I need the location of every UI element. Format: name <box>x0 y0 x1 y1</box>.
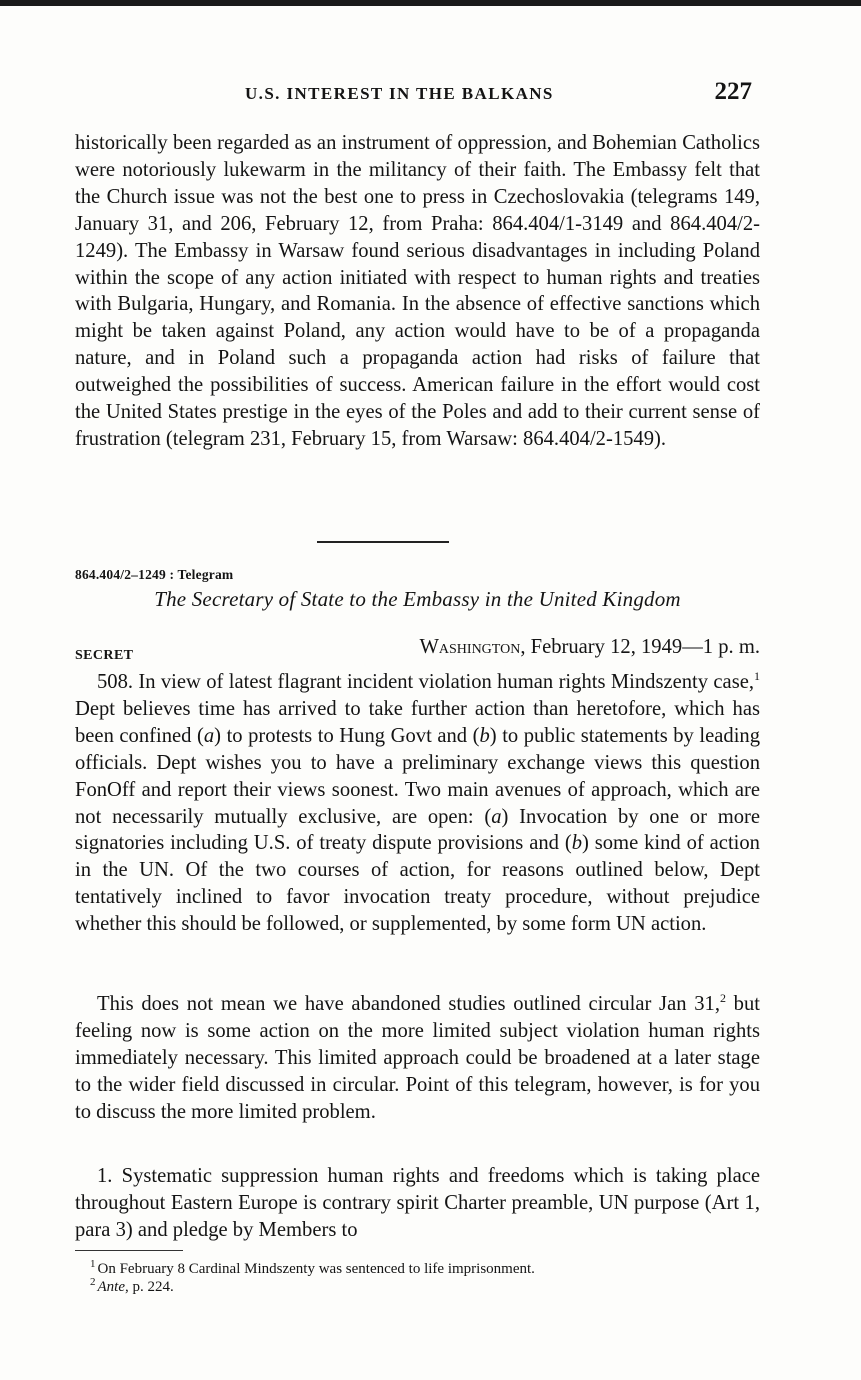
footnote-divider <box>75 1250 183 1251</box>
page-header <box>75 78 760 110</box>
footnote-number: 2 <box>90 1276 96 1288</box>
document-file-reference: 864.404/2–1249 : Telegram <box>75 567 234 582</box>
footnote-ref-2: 2 <box>719 991 726 1006</box>
footnote-text: On February 8 Cardinal Mindszenty was sentenced to life imprisonment. <box>97 1261 535 1277</box>
text-run: ) to protests to Hung Govt and ( <box>214 724 480 747</box>
telegram-paragraph-3: 1. Systematic suppression human rights and freedoms which is taking place throughout Eastern Europe is contrary spirit Charter preamble, UN purpose (Art 1, para 3) and pledge by Members to <box>75 1165 760 1241</box>
section-divider <box>317 541 449 543</box>
list-marker: b <box>479 724 490 747</box>
page-top-edge <box>0 0 861 6</box>
document-title: The Secretary of State to the Embassy in the United Kingdom <box>154 587 681 611</box>
classification-label: SECRET <box>75 648 134 663</box>
text-run: Dept believes time has arrived to take further action than heretofore, which has been confined ( <box>75 697 760 747</box>
text-run: ) some kind of action in the UN. Of the two courses of action, for reasons outlined below, Dept tentatively inclined to favor invocation treaty procedure, without prejudice whether this should be followed, or supplemented, by some form UN action. <box>75 832 760 936</box>
text-run: This does not mean we have abandoned studies outlined circular Jan 31, <box>97 993 720 1015</box>
telegram-paragraph-2 <box>75 991 760 1126</box>
document-meta <box>75 636 760 662</box>
running-title: U.S. INTEREST IN THE BALKANS <box>245 84 554 103</box>
dateline-place: Washington <box>419 636 521 658</box>
footnote-ref-word: Ante <box>97 1279 125 1295</box>
telegram-paragraph-1 <box>75 669 760 938</box>
text-run: 508. In view of latest flagrant incident violation human rights Mindszenty case, <box>97 671 754 693</box>
list-marker: a <box>491 805 502 828</box>
page-number: 227 <box>714 78 752 105</box>
paragraph-continuation: historically been regarded as an instrument of oppression, and Bohemian Catholics were notoriously lukewarm in the militancy of their faith. The Embassy felt that the Church issue was not the best one to press in Czechoslovakia (telegrams 149, January 31, and 206, February 12, from Praha: 864.404/1-3149 and 864.404/2-1249). The Embassy in Warsaw found serious disadvantages in including Poland within the scope of any action initiated with respect to human rights and treaties with Bulgaria, Hungary, and Romania. In the absence of effective sanctions which might be taken against Poland, any action would have to be of a propaganda nature, and in Poland such a propaganda action had risks of failure that outweighed the possibilities of success. American failure in the effort would cost the United States prestige in the eyes of the Poles and add to their current sense of frustration (telegram 231, February 15, from Warsaw: 864.404/2-1549). <box>75 132 760 450</box>
footnotes <box>90 1260 750 1296</box>
dateline <box>419 636 760 659</box>
dateline-date: , February 12, 1949—1 p. m. <box>520 636 760 658</box>
footnote-text: , p. 224. <box>125 1279 174 1295</box>
footnote-2 <box>90 1278 750 1296</box>
text-run: ) to public statements by leading officials. Dept wishes you to have a preliminary exchange views this question FonOff and report their views soonest. Two main avenues of approach, which are not necessarily mutually exclusive, are open: ( <box>75 724 761 828</box>
text-run: but feeling now is some action on the more limited subject violation human rights immediately necessary. This limited approach could be broadened at a later stage to the wider field discussed in circular. Point of this telegram, however, is for you to discuss the more limited problem. <box>75 993 760 1123</box>
footnote-1 <box>90 1260 750 1278</box>
text-run: ) Invocation by one or more signatories including U.S. of treaty dispute provisions and ( <box>75 805 761 855</box>
footnote-number: 1 <box>90 1258 96 1270</box>
list-marker: b <box>571 832 582 855</box>
list-marker: a <box>203 724 215 747</box>
footnote-ref-1: 1 <box>754 669 760 684</box>
